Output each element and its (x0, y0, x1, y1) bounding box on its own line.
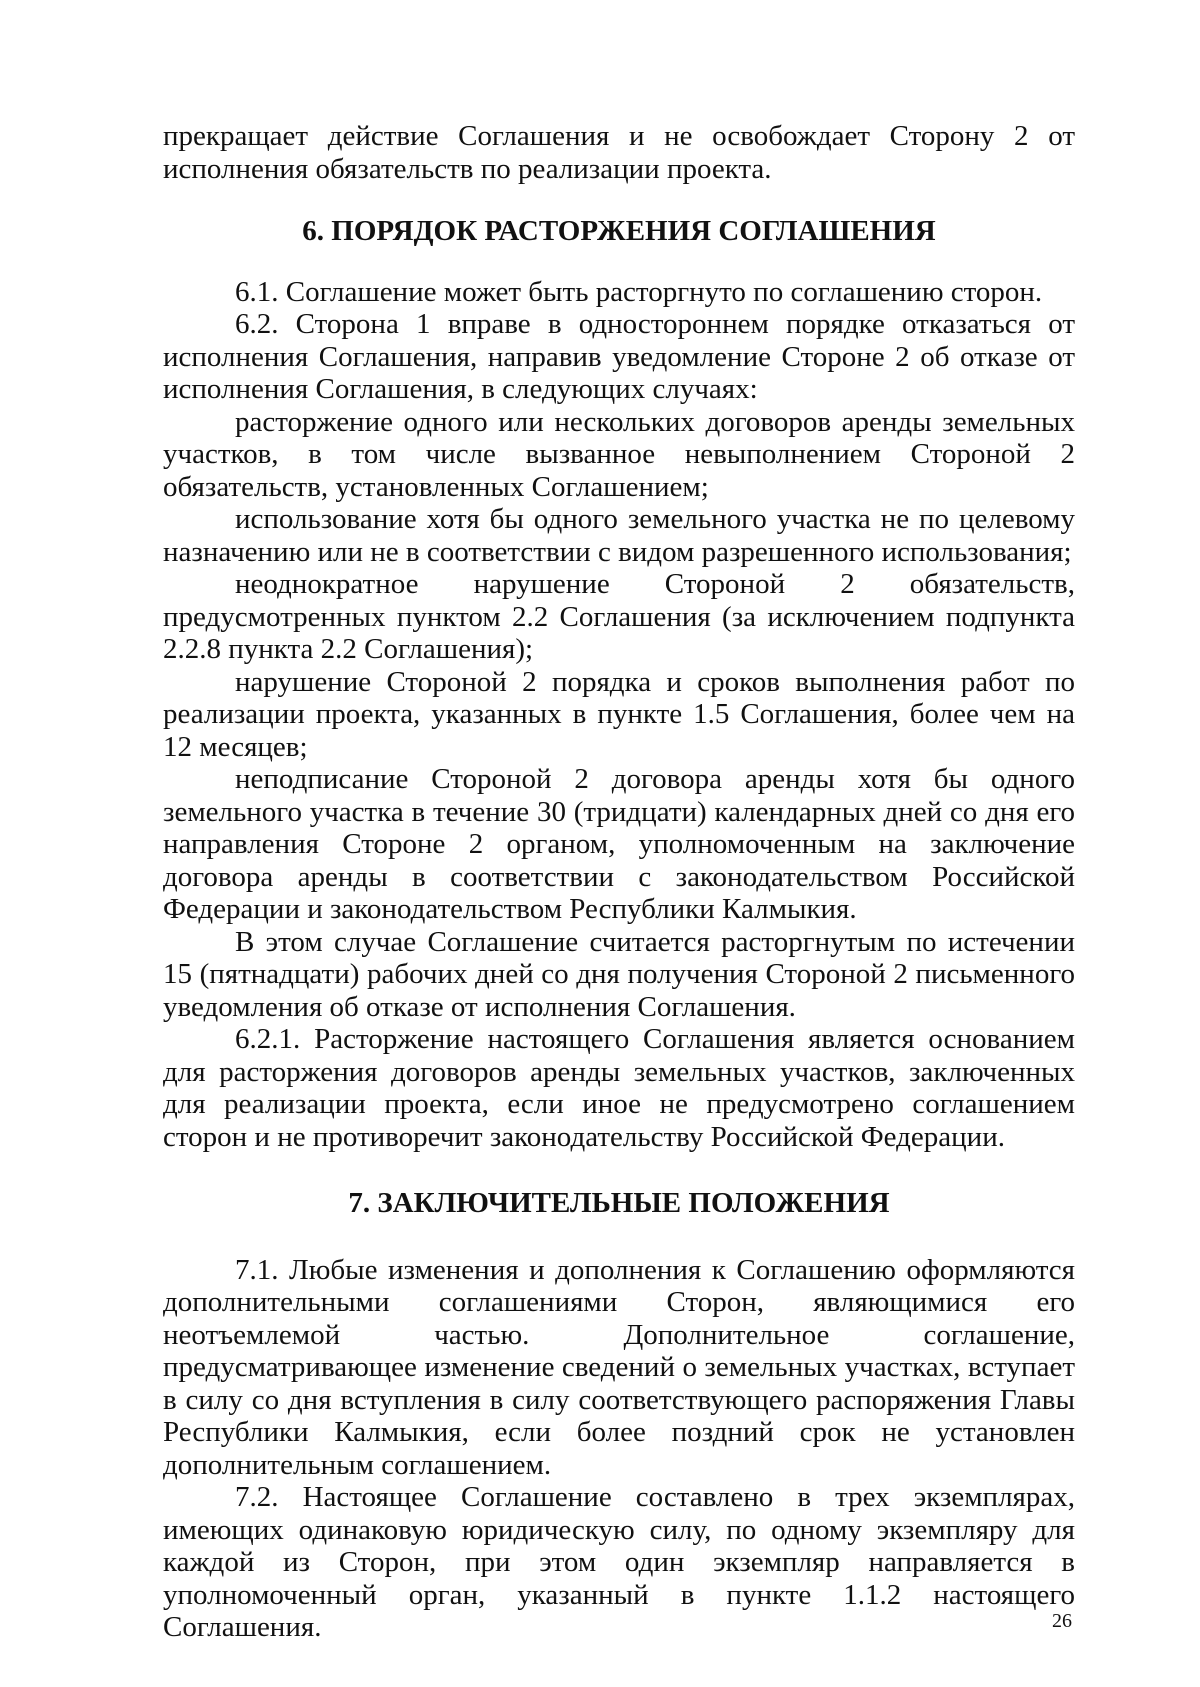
clause-6-2: 6.2. Сторона 1 вправе в одностороннем порядке отказаться от исполнения Соглашения, направив уведомление Стороне 2 об отказе от исполнения Соглашения, в следующих случаях: (163, 308, 1075, 405)
termination-effect: В этом случае Соглашение считается расторгнутым по истечении 15 (пятнадцати) рабочих дней со дня получения Стороной 2 письменного уведомления об отказе от исполнения Соглашения. (163, 925, 1075, 1023)
case-unsigned-lease: неподписание Стороной 2 договора аренды хотя бы одного земельного участка в течение 30 (тридцати) календарных дней со дня его направления Стороне 2 органом, уполномоченным на заключение договора аренды в соответствии с законодательством Российской Федерации и законодательством Республики Калмыкия. (163, 763, 1075, 925)
case-misuse-of-land: использование хотя бы одного земельного участка не по целевому назначению или не в соответствии с видом разрешенного использования; (163, 503, 1075, 568)
case-schedule-violation: нарушение Стороной 2 порядка и сроков выполнения работ по реализации проекта, указанных в пункте 1.5 Соглашения, более чем на 12 месяцев; (163, 665, 1075, 763)
case-repeated-violation: неоднократное нарушение Стороной 2 обязательств, предусмотренных пунктом 2.2 Соглашения (за исключением подпункта 2.2.8 пункта 2.2 Соглашения); (163, 568, 1075, 665)
clause-6-1: 6.1. Соглашение может быть расторгнуто по соглашению сторон. (235, 275, 1043, 308)
clause-7-1: 7.1. Любые изменения и дополнения к Соглашению оформляются дополнительными соглашениями Сторон, являющимися его неотъемлемой частью. Дополнительное соглашение, предусматривающее изменение сведений о земельных участках, вступает в силу со дня вступления в силу соответствующего распоряжения Главы Республики Калмыкия, если более поздний срок не установлен дополнительным соглашением. (163, 1253, 1075, 1481)
page-number: 26 (1052, 1610, 1072, 1632)
section-6-heading: 6. ПОРЯДОК РАСТОРЖЕНИЯ СОГЛАШЕНИЯ (302, 215, 936, 247)
case-lease-termination: расторжение одного или нескольких договоров аренды земельных участков, в том числе вызванное невыполнением Стороной 2 обязательств, установленных Соглашением; (163, 405, 1075, 503)
paragraph-continuation: прекращает действие Соглашения и не освобождает Сторону 2 от исполнения обязательств по реализации проекта. (163, 120, 1075, 185)
document-page (163, 120, 1075, 1643)
clause-6-2-1: 6.2.1. Расторжение настоящего Соглашения является основанием для расторжения договоров аренды земельных участков, заключенных для реализации проекта, если иное не предусмотрено соглашением сторон и не противоречит законодательству Российской Федерации. (163, 1023, 1075, 1153)
clause-7-2: 7.2. Настоящее Соглашение составлено в трех экземплярах, имеющих одинаковую юридическую силу, по одному экземпляру для каждой из Сторон, при этом один экземпляр направляется в уполномоченный орган, указанный в пункте 1.1.2 настоящего Соглашения. (163, 1481, 1075, 1643)
section-7-heading: 7. ЗАКЛЮЧИТЕЛЬНЫЕ ПОЛОЖЕНИЯ (348, 1187, 890, 1219)
